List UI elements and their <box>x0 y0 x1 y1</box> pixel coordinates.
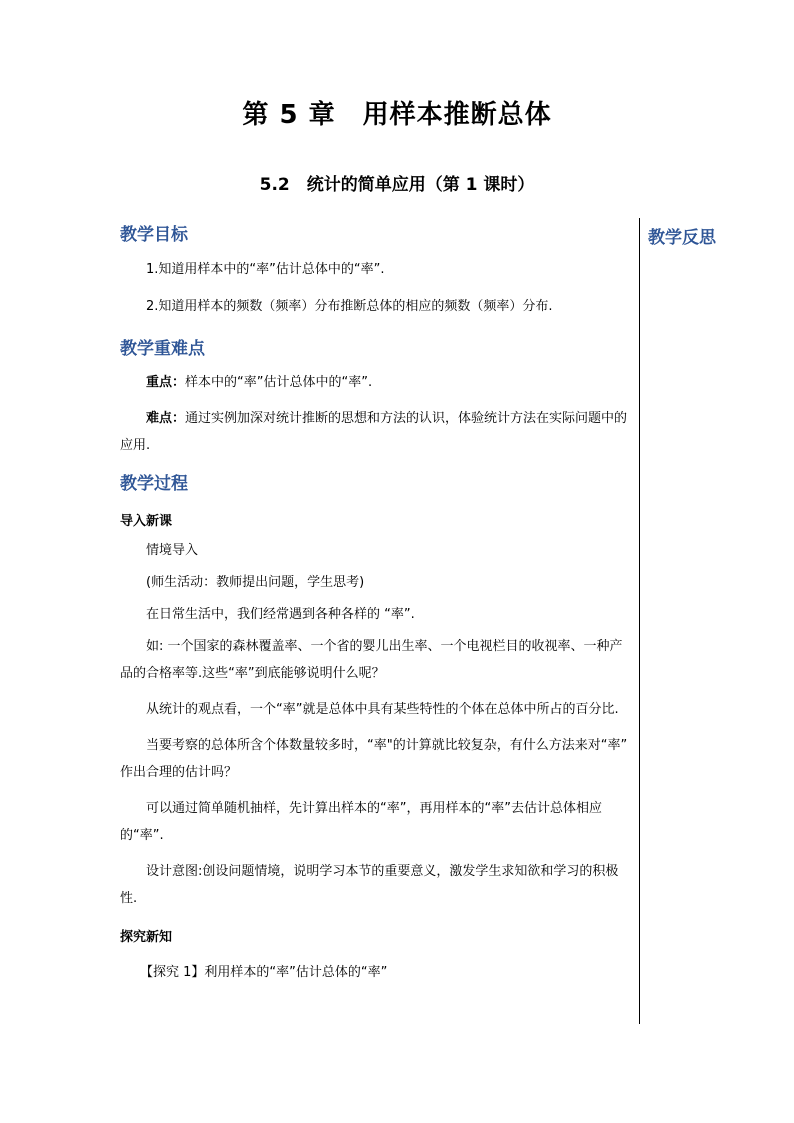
difficult-text: 通过实例加深对统计推断的思想和方法的认识，体验统计方法在实际问题中的应用. <box>120 411 628 453</box>
column-divider <box>639 218 640 1024</box>
paragraph: 从统计的观点看，一个“率”就是总体中具有某些特性的个体在总体中所占的百分比. <box>146 702 619 717</box>
goal-item: 1.知道用样本中的“率”估计总体中的“率”. <box>146 262 385 277</box>
paragraph: 在日常生活中，我们经常遇到各种各样的 “率”. <box>146 607 415 622</box>
paragraph: 情境导入 <box>146 543 199 558</box>
key-text: 样本中的“率”估计总体中的“率”. <box>185 375 373 390</box>
key-point <box>120 369 634 396</box>
difficult-label: 难点： <box>146 411 186 426</box>
paragraph: (师生活动：教师提出问题，学生思考) <box>146 575 365 590</box>
process-heading: 教学过程 <box>120 474 188 494</box>
intro-heading: 导入新课 <box>120 514 173 529</box>
paragraph: 【探究 1】利用样本的“率”估计总体的“率” <box>140 965 388 980</box>
goals-heading: 教学目标 <box>120 225 188 245</box>
page-title: 第 5 章 用样本推断总体 <box>242 100 552 130</box>
paragraph: 当要考察的总体所含个体数量较多时，“率"的计算就比较复杂，有什么方法来对“率” 作出合理的估计吗？ <box>120 738 628 780</box>
lesson-subtitle: 5.2 统计的简单应用（第 1 课时） <box>259 175 535 195</box>
paragraph: 设计意图:创设问题情境，说明学习本节的重要意义，激发学生求知欲和学习的积极性. <box>120 864 619 906</box>
paragraph: 如: 一个国家的森林覆盖率、一个省的婴儿出生率、一个电视栏目的收视率、一种产品的合格率等.这些“率”到底能够说明什么呢？ <box>120 639 623 681</box>
lesson-content <box>120 220 634 986</box>
explore-heading: 探究新知 <box>120 930 173 945</box>
goal-item: 2.知道用样本的频数（频率）分布推断总体的相应的频数（频率）分布. <box>146 299 553 314</box>
reflection-heading: 教学反思 <box>648 228 716 248</box>
difficult-point <box>120 405 634 459</box>
key-label: 重点： <box>146 375 186 390</box>
keypoints-heading: 教学重难点 <box>120 339 205 359</box>
paragraph: 可以通过简单随机抽样，先计算出样本的“率”，再用样本的“率”去估计总体相应的“率”. <box>120 801 602 843</box>
